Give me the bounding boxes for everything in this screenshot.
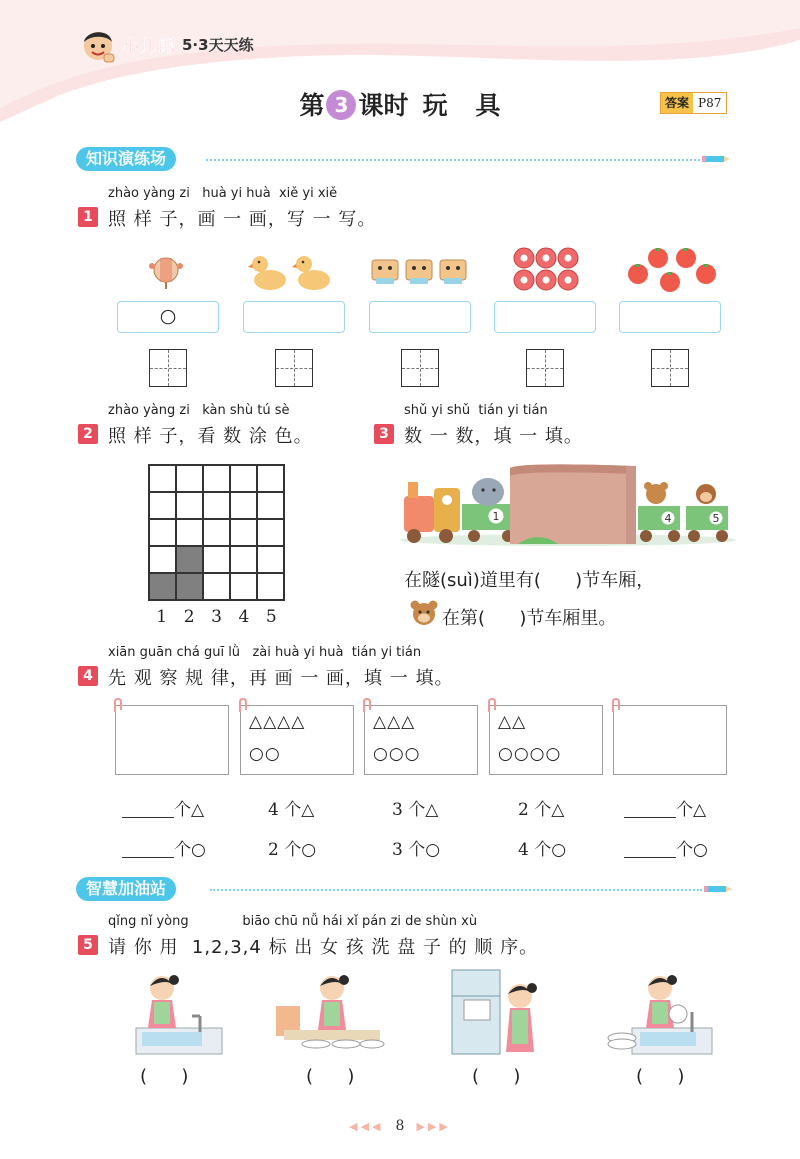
circ-count-2: 2 个○: [268, 840, 317, 860]
q1-answer-box-2[interactable]: [243, 301, 345, 333]
pattern-box-1[interactable]: [115, 705, 229, 775]
left-arrows-icon: ◀◀◀: [349, 1120, 384, 1133]
q1-writing-grid-5[interactable]: [651, 349, 689, 387]
car-label-5: 5: [712, 512, 720, 525]
girl-drying-plates-icon: [276, 966, 386, 1060]
pattern-box-4: △△ ○○○○: [489, 705, 603, 775]
q1-answer-box-4[interactable]: [494, 301, 596, 333]
q1-answer-box-3[interactable]: [369, 301, 471, 333]
donut-icon: [510, 246, 582, 294]
q3-number: 3: [374, 424, 394, 444]
paper-clip-icon: [486, 698, 500, 714]
paper-clip-icon: [112, 698, 126, 714]
q1-writing-grid-4[interactable]: [526, 349, 564, 387]
q5-number: 5: [78, 935, 98, 955]
q1-writing-grid-2[interactable]: [275, 349, 313, 387]
q4-pinyin: xiān guān chá guī lǜ zài huà yi huà tián yi tián: [108, 645, 422, 660]
drum-icon: [146, 252, 190, 290]
paper-clip-icon: [610, 698, 624, 714]
q4-number: 4: [78, 666, 98, 686]
section-divider: [210, 889, 702, 891]
q1-answer-box-5[interactable]: [619, 301, 721, 333]
tri-count-4: 2 个△: [518, 800, 565, 820]
q2-text: 照 样 子，看 数 涂 色。: [108, 426, 313, 447]
q1-number: 1: [78, 207, 98, 227]
girl-putting-plates-in-cabinet-icon: [446, 966, 546, 1060]
grid-column-numbers: 1 2 3 4 5: [156, 607, 277, 627]
q4-text: 先 观 察 规 律，再 画 一 画，填 一 填。: [108, 668, 454, 689]
pattern-box-2: △△△△ ○○: [240, 705, 354, 775]
q3-question-line-1: 在隧(suì)道里有( )节车厢，: [404, 570, 655, 591]
mascot-boy-icon: [78, 24, 118, 64]
q5-pinyin: qǐng nǐ yòng biāo chū nǚ hái xǐ pán zi de shùn xù: [108, 914, 478, 929]
bear-icon: [408, 598, 440, 628]
q5-text: 请 你 用 1,2,3,4 标 出 女 孩 洗 盘 子 的 顺 序。: [108, 937, 539, 958]
q1-writing-grid-1[interactable]: [149, 349, 187, 387]
q1-writing-grid-3[interactable]: [401, 349, 439, 387]
pencil-icon: [702, 155, 730, 163]
duck-icon: [248, 250, 338, 294]
tri-count-2: 4 个△: [268, 800, 315, 820]
paper-clip-icon: [237, 698, 251, 714]
right-arrows-icon: ▶▶▶: [416, 1120, 451, 1133]
brand: [78, 22, 254, 66]
answer-paren-4[interactable]: ( ): [636, 1066, 685, 1087]
q3-pinyin: shǔ yi shǔ tián yi tián: [404, 403, 548, 418]
answer-paren-3[interactable]: ( ): [472, 1066, 521, 1087]
color-grid[interactable]: [148, 464, 285, 601]
circ-count-3: 3 个○: [392, 840, 441, 860]
tri-count-3: 3 个△: [392, 800, 439, 820]
brand-subtitle: 5·3天天练: [182, 35, 254, 54]
toy-car-icon: [370, 254, 470, 286]
q3-text: 数 一 数，填 一 填。: [404, 426, 583, 447]
circ-count-blank-1[interactable]: 个○: [122, 835, 206, 860]
page-footer: [0, 1118, 800, 1134]
tomato-icon: [626, 246, 718, 296]
page-title: 第 3 课时 玩 具: [299, 91, 501, 120]
answer-paren-2[interactable]: ( ): [306, 1066, 355, 1087]
q3-question-line-2: 在第( )节车厢里。: [442, 608, 617, 629]
circ-count-4: 4 个○: [518, 840, 567, 860]
answer-paren-1[interactable]: ( ): [140, 1066, 189, 1087]
page-number: 8: [395, 1118, 405, 1134]
paper-clip-icon: [361, 698, 375, 714]
girl-washing-at-sink-icon: [128, 966, 228, 1060]
q2-pinyin: zhào yàng zi kàn shù tú sè: [108, 403, 290, 418]
q2-number: 2: [78, 424, 98, 444]
sample-circle: ○: [159, 305, 177, 327]
car-label-1: 1: [492, 510, 500, 523]
q1-text: 照 样 子，画 一 画，写 一 写。: [108, 209, 377, 230]
car-label-4: 4: [664, 512, 672, 525]
section-divider: [206, 159, 700, 161]
train-tunnel-illustration: [398, 460, 738, 550]
girl-wiping-plate-icon: [606, 966, 716, 1060]
section-practice: 知识演练场: [76, 147, 176, 171]
pattern-box-3: △△△ ○○○: [364, 705, 478, 775]
pattern-box-5[interactable]: [613, 705, 727, 775]
lesson-number: 3: [326, 90, 356, 120]
answer-reference: 答案 P87: [660, 92, 727, 114]
q1-pinyin: zhào yàng zi huà yi huà xiě yi xiě: [108, 186, 338, 201]
tri-count-blank-5[interactable]: 个△: [624, 795, 706, 820]
circ-count-blank-5[interactable]: 个○: [624, 835, 708, 860]
pencil-icon: [704, 885, 732, 893]
section-wisdom: 智慧加油站: [76, 877, 176, 901]
tri-count-blank-1[interactable]: 个△: [122, 795, 204, 820]
q1-answer-box-1[interactable]: [117, 301, 219, 333]
brand-name: 小儿郎: [122, 36, 176, 57]
